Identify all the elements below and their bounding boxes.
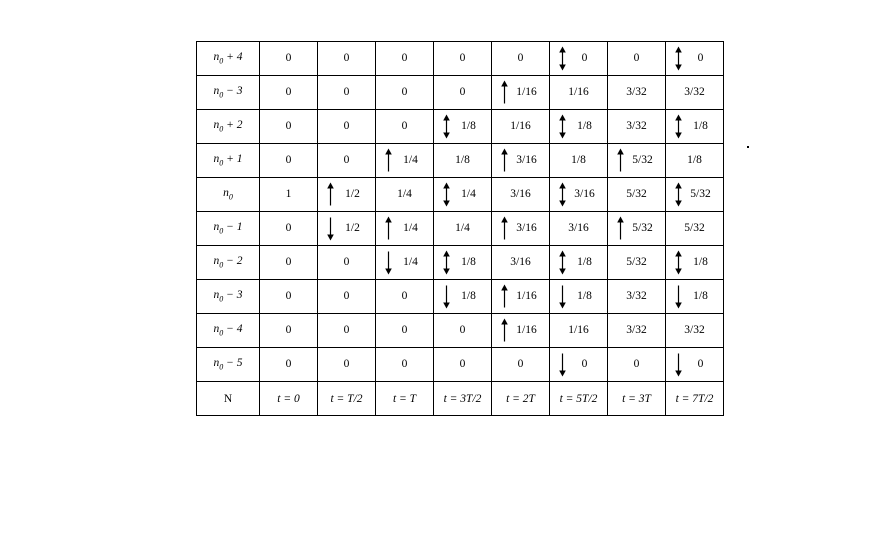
cell-r6-c0 <box>260 246 318 280</box>
cell-value: 3/32 <box>684 323 705 336</box>
cell-value: 3/16 <box>516 153 537 166</box>
cell-value: 5/32 <box>690 187 711 200</box>
arrow-up-icon <box>384 147 393 174</box>
arrow-down-icon <box>558 283 567 310</box>
footer-col-label: t = 0 <box>277 392 300 405</box>
cell-r0-c2 <box>376 42 434 76</box>
cell-r0-c3 <box>434 42 492 76</box>
cell-r7-c0 <box>260 280 318 314</box>
cell-r5-c6 <box>608 212 666 246</box>
table-footer-row <box>197 382 724 416</box>
cell-value: 0 <box>343 289 350 302</box>
footer-col-label: t = 5T/2 <box>559 392 598 405</box>
table-row <box>197 348 724 382</box>
row-label-text: $n_0 - 2$ <box>213 255 243 270</box>
row-header-7 <box>197 280 260 314</box>
cell-r7-c3 <box>434 280 492 314</box>
cell-r2-c7 <box>666 110 724 144</box>
cell-value: 3/16 <box>516 221 537 234</box>
cell-value: 3/16 <box>574 187 595 200</box>
arrow-up-icon <box>616 215 625 242</box>
cell-r6-c5 <box>550 246 608 280</box>
cell-r8-c3 <box>434 314 492 348</box>
cell-value: 0 <box>285 85 292 98</box>
cell-value: 0 <box>285 323 292 336</box>
cell-value: 0 <box>343 51 350 64</box>
footer-col-6 <box>608 382 666 416</box>
cell-value: 1/16 <box>568 323 589 336</box>
row-header-6 <box>197 246 260 280</box>
cell-r4-c2 <box>376 178 434 212</box>
row-label-text: $n_0 - 4$ <box>213 323 243 338</box>
arrow-up-icon <box>326 181 335 208</box>
cell-value: 1/8 <box>693 255 708 268</box>
cell-value: 3/16 <box>568 221 589 234</box>
cell-value: 0 <box>459 357 466 370</box>
cell-value: 1/4 <box>455 221 470 234</box>
cell-r1-c5 <box>550 76 608 110</box>
cell-r6-c7 <box>666 246 724 280</box>
cell-r7-c1 <box>318 280 376 314</box>
cell-r9-c3 <box>434 348 492 382</box>
cell-value: 0 <box>285 119 292 132</box>
cell-value: 1/16 <box>516 323 537 336</box>
arrow-up-icon <box>500 283 509 310</box>
cell-r4-c5 <box>550 178 608 212</box>
cell-r2-c4 <box>492 110 550 144</box>
arrow-double-icon <box>558 45 567 72</box>
table-row <box>197 110 724 144</box>
row-label-text: $n_0 - 1$ <box>213 221 243 236</box>
cell-value: 0 <box>285 51 292 64</box>
cell-r4-c6 <box>608 178 666 212</box>
footer-col-label: t = T/2 <box>330 392 363 405</box>
cell-value: 0 <box>343 255 350 268</box>
cell-r3-c7 <box>666 144 724 178</box>
footer-col-5 <box>550 382 608 416</box>
cell-value: 1/8 <box>461 255 476 268</box>
row-label-text: $n_0 + 1$ <box>213 153 243 168</box>
cell-r8-c1 <box>318 314 376 348</box>
footer-label: N <box>223 392 233 405</box>
cell-value: 1/8 <box>571 153 586 166</box>
cell-r2-c5 <box>550 110 608 144</box>
cell-r7-c7 <box>666 280 724 314</box>
row-label-text: $n_0$ <box>223 187 233 202</box>
cell-r2-c1 <box>318 110 376 144</box>
cell-value: 0 <box>517 357 524 370</box>
cell-r1-c1 <box>318 76 376 110</box>
cell-r6-c2 <box>376 246 434 280</box>
cell-r8-c4 <box>492 314 550 348</box>
cell-r9-c0 <box>260 348 318 382</box>
cell-value: 0 <box>285 221 292 234</box>
cell-value: 3/32 <box>626 119 647 132</box>
table-row <box>197 42 724 76</box>
cell-value: 0 <box>697 51 704 64</box>
footer-col-label: t = 3T/2 <box>443 392 482 405</box>
arrow-double-icon <box>442 181 451 208</box>
arrow-down-icon <box>442 283 451 310</box>
cell-value: 3/16 <box>510 255 531 268</box>
cell-value: 1/8 <box>687 153 702 166</box>
cell-r9-c5 <box>550 348 608 382</box>
arrow-double-icon <box>674 113 683 140</box>
cell-r3-c4 <box>492 144 550 178</box>
arrow-down-icon <box>558 351 567 378</box>
cell-r0-c5 <box>550 42 608 76</box>
cell-value: 0 <box>343 323 350 336</box>
cell-value: 5/32 <box>632 153 653 166</box>
cell-r5-c5 <box>550 212 608 246</box>
arrow-up-icon <box>500 215 509 242</box>
row-header-9 <box>197 348 260 382</box>
cell-value: 1 <box>285 187 292 200</box>
cell-value: 0 <box>285 357 292 370</box>
arrow-double-icon <box>558 181 567 208</box>
cell-value: 3/32 <box>626 323 647 336</box>
cell-r5-c3 <box>434 212 492 246</box>
cell-r5-c7 <box>666 212 724 246</box>
cell-r4-c4 <box>492 178 550 212</box>
cell-value: 1/4 <box>403 153 418 166</box>
arrow-double-icon <box>442 249 451 276</box>
row-header-8 <box>197 314 260 348</box>
row-header-4 <box>197 178 260 212</box>
cell-value: 1/8 <box>693 289 708 302</box>
arrow-up-icon <box>500 79 509 106</box>
arrow-down-icon <box>674 351 683 378</box>
row-header-2 <box>197 110 260 144</box>
cell-r5-c1 <box>318 212 376 246</box>
cell-r3-c6 <box>608 144 666 178</box>
cell-r2-c3 <box>434 110 492 144</box>
cell-r0-c4 <box>492 42 550 76</box>
cell-value: 0 <box>401 85 408 98</box>
cell-value: 0 <box>401 51 408 64</box>
cell-r3-c3 <box>434 144 492 178</box>
cell-value: 0 <box>285 255 292 268</box>
cell-value: 1/8 <box>455 153 470 166</box>
footer-col-1 <box>318 382 376 416</box>
cell-r7-c4 <box>492 280 550 314</box>
cell-r3-c5 <box>550 144 608 178</box>
cell-value: 1/8 <box>577 289 592 302</box>
table-row <box>197 144 724 178</box>
cell-value: 0 <box>343 357 350 370</box>
row-label-text: $n_0 + 2$ <box>213 119 243 134</box>
cell-r4-c1 <box>318 178 376 212</box>
cell-value: 1/8 <box>693 119 708 132</box>
cell-value: 0 <box>517 51 524 64</box>
cell-r0-c1 <box>318 42 376 76</box>
footer-col-2 <box>376 382 434 416</box>
arrow-double-icon <box>674 45 683 72</box>
diffusion-table-container <box>196 41 724 416</box>
footer-col-label: t = 2T <box>506 392 535 405</box>
cell-value: 3/32 <box>626 85 647 98</box>
cell-value: 1/16 <box>510 119 531 132</box>
row-label-text: $n_0 - 3$ <box>213 289 243 304</box>
cell-r2-c6 <box>608 110 666 144</box>
cell-value: 0 <box>581 357 588 370</box>
cell-r0-c6 <box>608 42 666 76</box>
table-row <box>197 280 724 314</box>
table-row <box>197 246 724 280</box>
cell-value: 5/32 <box>626 255 647 268</box>
cell-r6-c1 <box>318 246 376 280</box>
cell-r9-c2 <box>376 348 434 382</box>
cell-value: 0 <box>459 85 466 98</box>
cell-value: 1/4 <box>461 187 476 200</box>
cell-value: 0 <box>285 153 292 166</box>
cell-r1-c3 <box>434 76 492 110</box>
cell-value: 5/32 <box>684 221 705 234</box>
cell-value: 0 <box>459 323 466 336</box>
arrow-up-icon <box>616 147 625 174</box>
table-row <box>197 212 724 246</box>
cell-value: 0 <box>343 119 350 132</box>
cell-r0-c0 <box>260 42 318 76</box>
cell-r4-c0 <box>260 178 318 212</box>
arrow-down-icon <box>326 215 335 242</box>
cell-value: 3/32 <box>684 85 705 98</box>
cell-r1-c4 <box>492 76 550 110</box>
cell-value: 1/8 <box>577 255 592 268</box>
row-header-1 <box>197 76 260 110</box>
cell-r8-c7 <box>666 314 724 348</box>
footer-col-4 <box>492 382 550 416</box>
arrow-up-icon <box>500 147 509 174</box>
cell-r6-c4 <box>492 246 550 280</box>
cell-value: 1/4 <box>403 255 418 268</box>
footer-col-3 <box>434 382 492 416</box>
cell-r7-c2 <box>376 280 434 314</box>
arrow-up-icon <box>500 317 509 344</box>
cell-value: 5/32 <box>626 187 647 200</box>
cell-r5-c0 <box>260 212 318 246</box>
cell-value: 1/2 <box>345 221 360 234</box>
footer-col-7 <box>666 382 724 416</box>
table-row <box>197 178 724 212</box>
cell-value: 0 <box>401 323 408 336</box>
cell-r1-c6 <box>608 76 666 110</box>
footer-col-0 <box>260 382 318 416</box>
cell-r1-c7 <box>666 76 724 110</box>
cell-r4-c7 <box>666 178 724 212</box>
row-label-text: $n_0 - 3$ <box>213 85 243 100</box>
cell-value: 3/16 <box>510 187 531 200</box>
cell-value: 0 <box>343 85 350 98</box>
row-header-0 <box>197 42 260 76</box>
cell-value: 5/32 <box>632 221 653 234</box>
footer-col-label: t = 7T/2 <box>675 392 714 405</box>
cell-value: 1/16 <box>568 85 589 98</box>
arrow-double-icon <box>674 181 683 208</box>
cell-r9-c1 <box>318 348 376 382</box>
cell-r2-c2 <box>376 110 434 144</box>
cell-r6-c3 <box>434 246 492 280</box>
cell-value: 0 <box>633 51 640 64</box>
cell-value: 1/4 <box>397 187 412 200</box>
table-row <box>197 314 724 348</box>
cell-value: 0 <box>633 357 640 370</box>
arrow-double-icon <box>442 113 451 140</box>
cell-value: 0 <box>343 153 350 166</box>
row-label-text: $n_0 - 5$ <box>213 357 243 372</box>
cell-r8-c2 <box>376 314 434 348</box>
cell-value: 0 <box>581 51 588 64</box>
cell-r8-c5 <box>550 314 608 348</box>
cell-value: 1/16 <box>516 85 537 98</box>
cell-value: 0 <box>285 289 292 302</box>
cell-r9-c4 <box>492 348 550 382</box>
cell-value: 3/32 <box>626 289 647 302</box>
cell-r2-c0 <box>260 110 318 144</box>
cell-r3-c1 <box>318 144 376 178</box>
cell-r3-c2 <box>376 144 434 178</box>
table-row <box>197 76 724 110</box>
row-header-3 <box>197 144 260 178</box>
footer-col-label: t = 3T <box>622 392 651 405</box>
diffusion-table <box>196 41 724 416</box>
cell-r1-c2 <box>376 76 434 110</box>
cell-value: 0 <box>459 51 466 64</box>
cell-r9-c7 <box>666 348 724 382</box>
arrow-up-icon <box>384 215 393 242</box>
arrow-down-icon <box>384 249 393 276</box>
footer-row-header <box>197 382 260 416</box>
cell-value: 1/8 <box>577 119 592 132</box>
cell-value: 1/4 <box>403 221 418 234</box>
arrow-double-icon <box>674 249 683 276</box>
cell-value: 0 <box>697 357 704 370</box>
arrow-double-icon <box>558 113 567 140</box>
row-header-5 <box>197 212 260 246</box>
row-label-text: $n_0 + 4$ <box>213 51 243 66</box>
cell-r4-c3 <box>434 178 492 212</box>
cell-value: 0 <box>401 289 408 302</box>
cell-value: 0 <box>401 357 408 370</box>
footer-col-label: t = T <box>392 392 417 405</box>
arrow-down-icon <box>674 283 683 310</box>
cell-r3-c0 <box>260 144 318 178</box>
cell-r8-c6 <box>608 314 666 348</box>
cell-value: 0 <box>401 119 408 132</box>
cell-value: 1/16 <box>516 289 537 302</box>
cell-r8-c0 <box>260 314 318 348</box>
cell-r5-c4 <box>492 212 550 246</box>
stray-dot-mark <box>747 146 749 148</box>
cell-value: 1/8 <box>461 289 476 302</box>
cell-value: 1/2 <box>345 187 360 200</box>
cell-r6-c6 <box>608 246 666 280</box>
cell-r9-c6 <box>608 348 666 382</box>
cell-r0-c7 <box>666 42 724 76</box>
cell-r1-c0 <box>260 76 318 110</box>
cell-r5-c2 <box>376 212 434 246</box>
arrow-double-icon <box>558 249 567 276</box>
cell-r7-c6 <box>608 280 666 314</box>
cell-r7-c5 <box>550 280 608 314</box>
cell-value: 1/8 <box>461 119 476 132</box>
